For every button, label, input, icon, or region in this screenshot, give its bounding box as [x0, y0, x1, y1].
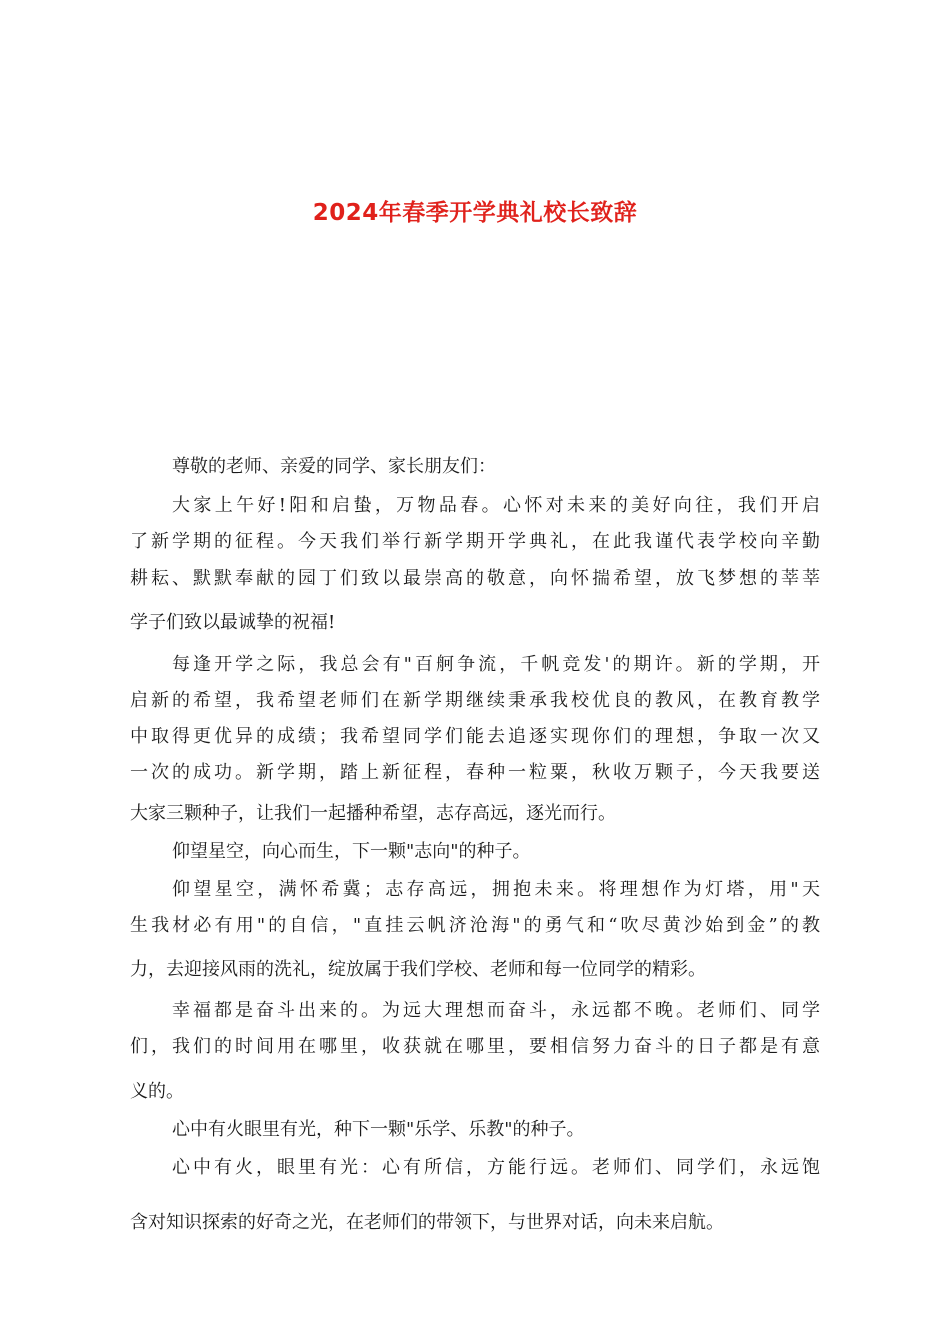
paragraph-line: 力，去迎接风雨的洗礼，绽放属于我们学校、老师和每一位同学的精彩。: [130, 959, 706, 980]
paragraph-line: 学子们致以最诚挚的祝福!: [130, 612, 336, 633]
document-title: 2024年春季开学典礼校长致辞: [312, 200, 638, 226]
paragraph-line: 大家三颗种子，让我们一起播种希望，志存高远，逐光而行。: [130, 803, 616, 824]
paragraph-line: 们，我们的时间用在哪里，收获就在哪里，要相信努力奋斗的日子都是有意: [130, 1036, 820, 1057]
paragraph-line: 幸福都是奋斗出来的。为远大理想而奋斗，永远都不晚。老师们、同学: [172, 1000, 820, 1021]
paragraph-line: 了新学期的征程。今天我们举行新学期开学典礼，在此我谨代表学校向辛勤: [130, 531, 820, 552]
paragraph-line: 中取得更优异的成绩；我希望同学们能去追逐实现你们的理想，争取一次又: [130, 726, 820, 747]
paragraph-line: 耕耘、默默奉献的园丁们致以最崇高的敬意，向怀揣希望，放飞梦想的莘莘: [130, 568, 820, 589]
section-heading-line: 心中有火眼里有光，种下一颗"乐学、乐教"的种子。: [172, 1119, 585, 1140]
paragraph-line: 一次的成功。新学期，踏上新征程，春种一粒粟，秋收万颗子，今天我要送: [130, 762, 820, 783]
section-heading-line: 仰望星空，向心而生，下一颗"志向"的种子。: [172, 841, 531, 862]
paragraph-line: 义的。: [130, 1081, 184, 1102]
paragraph-line: 仰望星空，满怀希冀；志存高远，拥抱未来。将理想作为灯塔，用"天: [172, 879, 820, 900]
paragraph-line: 启新的希望，我希望老师们在新学期继续秉承我校优良的教风，在教育教学: [130, 690, 820, 711]
salutation-line: 尊敬的老师、亲爱的同学、家长朋友们：: [172, 456, 496, 477]
paragraph-line: 心中有火，眼里有光：心有所信，方能行远。老师们、同学们，永远饱: [172, 1157, 820, 1178]
paragraph-line: 生我材必有用"的自信，"直挂云帆济沧海"的勇气和“吹尽黄沙始到金”的教: [130, 915, 820, 936]
paragraph-line: 大家上午好!阳和启蛰，万物品春。心怀对未来的美好向往，我们开启: [172, 495, 820, 516]
paragraph-line: 含对知识探索的好奇之光，在老师们的带领下，与世界对话，向未来启航。: [130, 1212, 724, 1233]
paragraph-line: 每逢开学之际，我总会有"百舸争流，千帆竞发'的期许。新的学期，开: [172, 654, 820, 675]
